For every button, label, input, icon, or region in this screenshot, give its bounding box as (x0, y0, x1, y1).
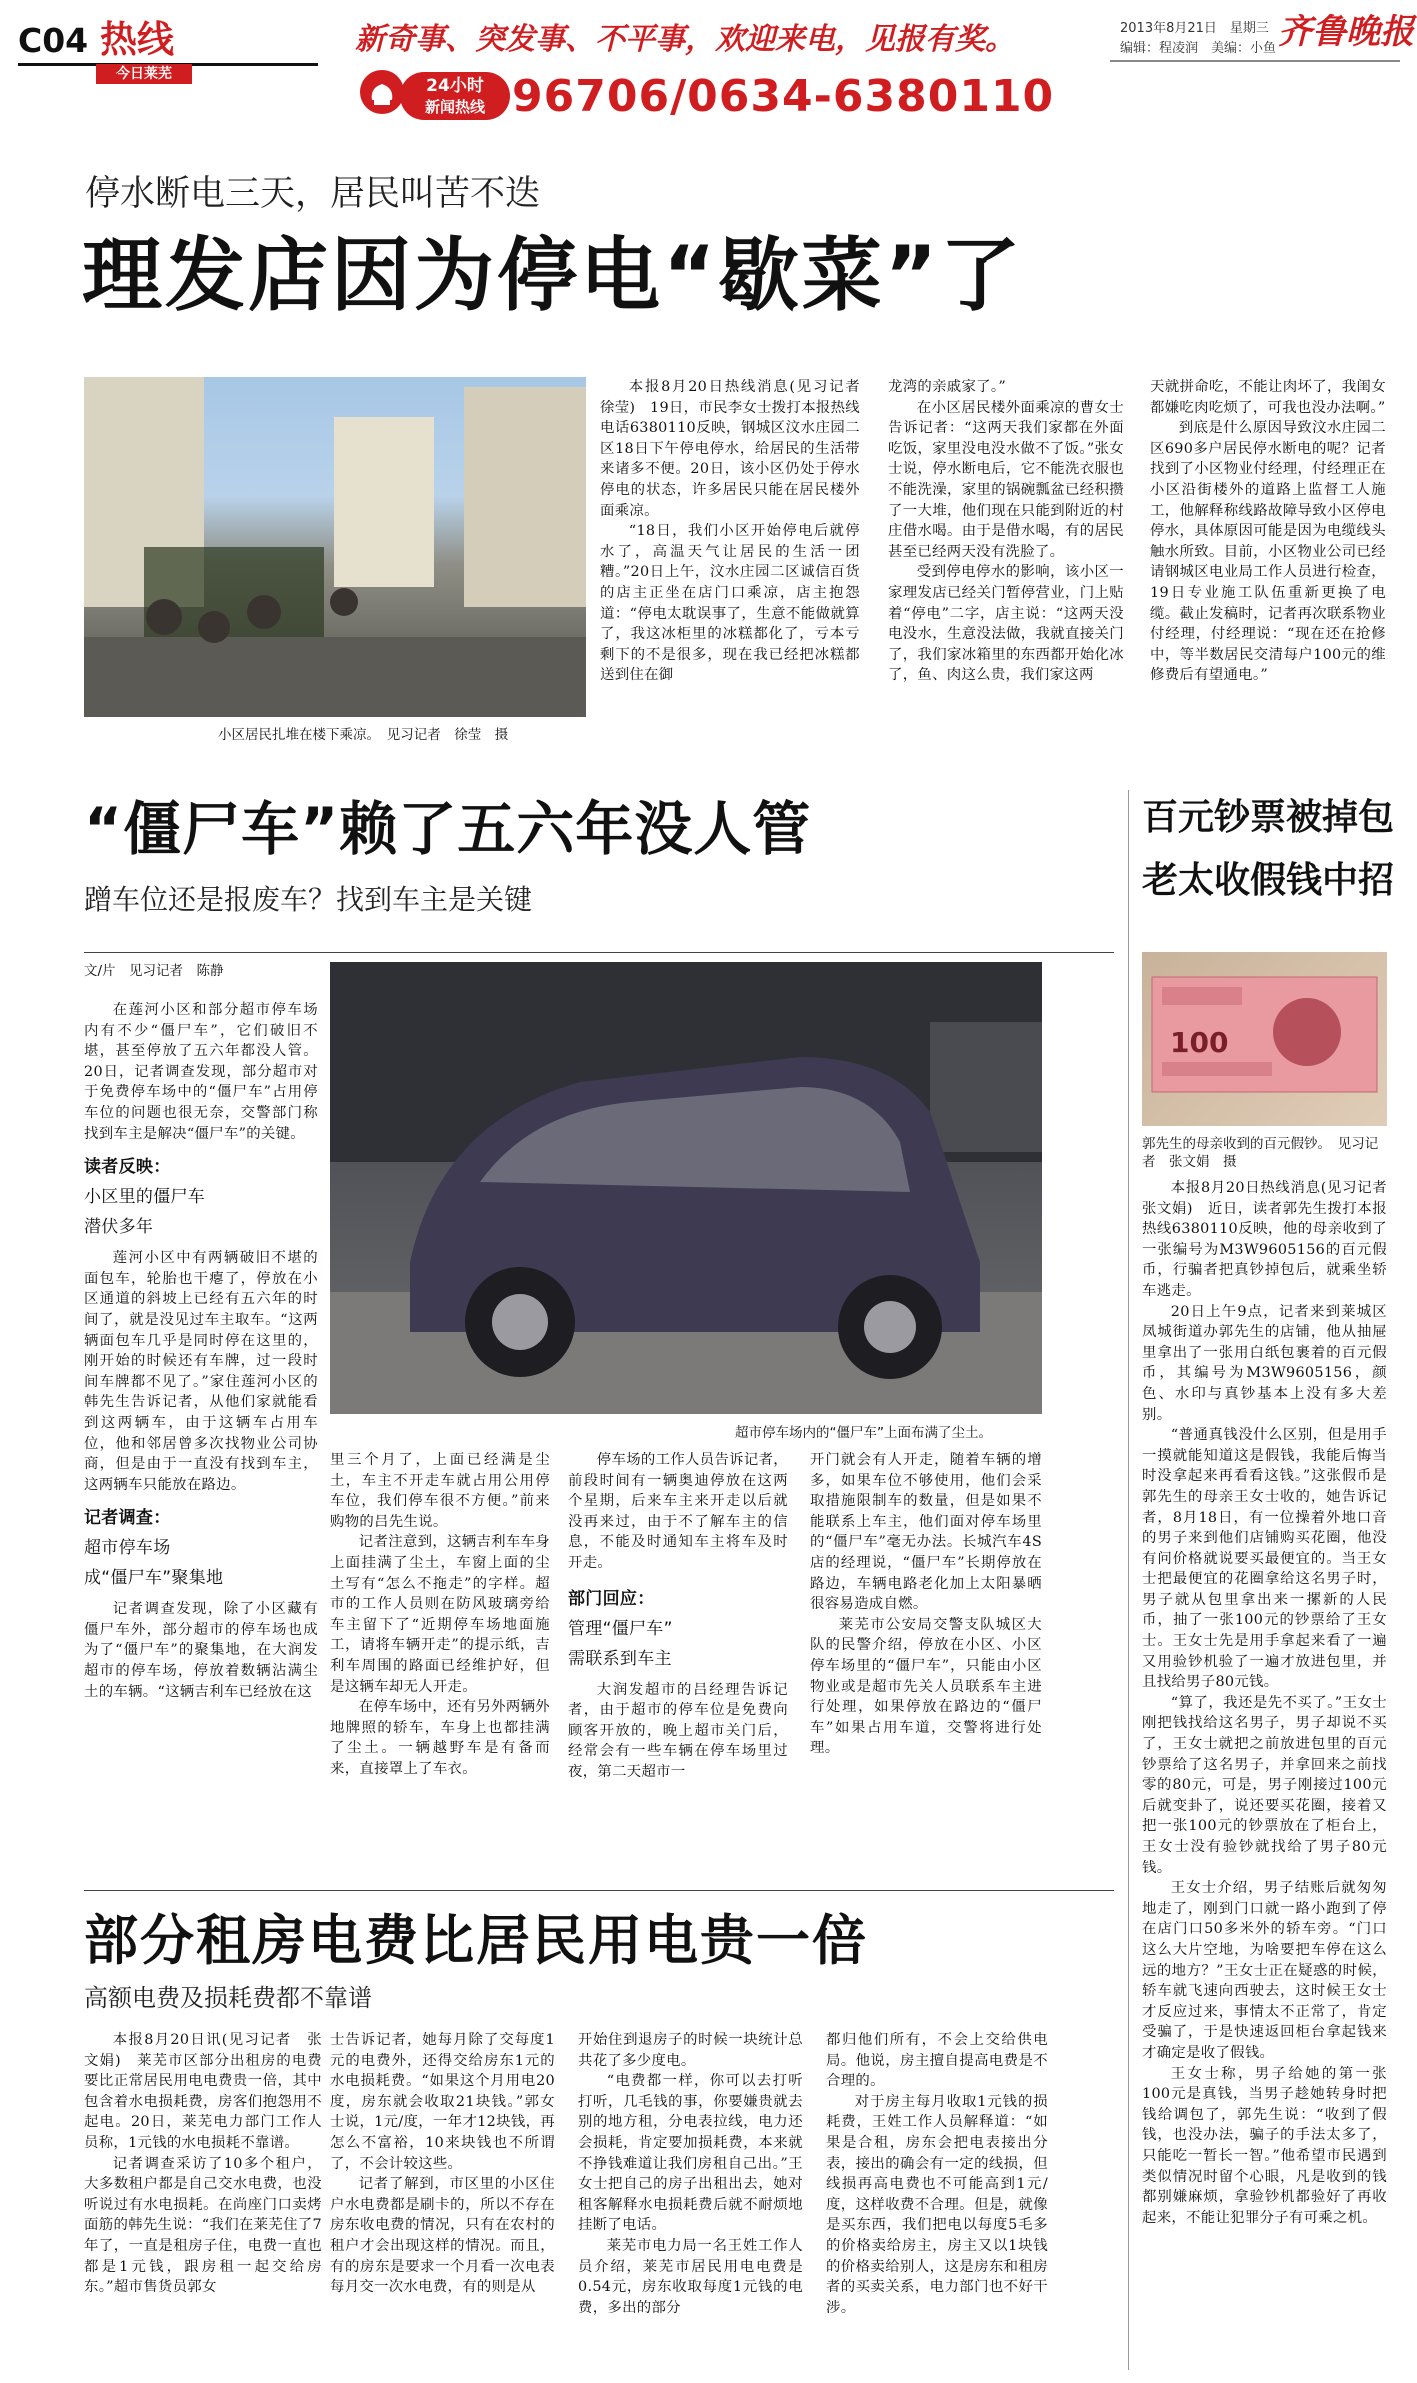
subhead-investigate-2: 超市停车场 (84, 1538, 171, 1559)
story3-headline-1: 百元钞票被掉包 (1142, 797, 1395, 838)
story4-column-1 (84, 2030, 322, 2370)
paragraph: 本报8月20日热线消息(见习记者 徐莹) 19日，市民李女士拨打本报热线电话6380110反映，钢城区汶水庄园二区18日下午停电停水，给居民的生活带来诸多不便。20日，该小区仍处于停水停电的状态，许多居民只能在居民楼外面乘凉。 (600, 379, 875, 519)
sidebar-divider (1128, 790, 1129, 2370)
story1-column-1 (600, 377, 875, 745)
paragraph: 本报8月20日讯(见习记者 张文娟) 莱芜市区部分出租房的电费要比正常居民用电电费贵一倍，其中包含着水电损耗费，房客们抱怨用不起电。20日，莱芜电力部门工作人员称，1元钱的水电损耗不靠谱。 (84, 2032, 322, 2151)
paragraph: 在停车场中，还有另外两辆外地牌照的轿车，车身上也都挂满了尘土。一辆越野车是有备而来，直接罩上了车衣。 (330, 1699, 550, 1777)
story1-photo-caption: 小区居民扎堆在楼下乘凉。 见习记者 徐莹 摄 (218, 727, 509, 743)
story2-left-column (84, 1000, 318, 1880)
brand-logo: 齐鲁晚报 (1278, 12, 1414, 52)
story3-column (1142, 1178, 1402, 2363)
hotline-badge-bottom: 新闻热线 (424, 98, 485, 116)
subhead-response-3: 需联系到车主 (568, 1648, 672, 1669)
story2-photo (330, 962, 1042, 1414)
paragraph: 受到停电停水的影响，该小区一家理发店已经关门暂停营业，门上贴着“停电”二字，店主说：“这两天没电没水，生意没法做，我就直接关门了，我们家冰箱里的东西都开始化冰了，鱼、肉这么贵，我们家这两 (888, 564, 1124, 684)
story4-column-2 (330, 2030, 555, 2370)
editor-line: 编辑：程凌润 美编：小鱼 (1120, 41, 1277, 56)
subsection-tag (96, 64, 192, 84)
subsection-label: 今日莱芜 (116, 66, 172, 82)
story2-byline: 文/片 见习记者 陈静 (84, 963, 224, 979)
story1-photo-scene (84, 377, 586, 717)
story1-photo (84, 377, 586, 717)
story3-headline-2: 老太收假钱中招 (1142, 860, 1395, 901)
story2-headline: “僵尸车”赖了五六年没人管 (84, 795, 812, 863)
story4-headline: 部分租房电费比居民用电贵一倍 (84, 1909, 868, 1972)
story4-rule (84, 1890, 1114, 1891)
story3-photo-caption: 郭先生的母亲收到的百元假钞。 见习记者 张文娟 摄 (1142, 1136, 1379, 1170)
story1-column-3 (1150, 377, 1386, 745)
subhead-reader: 读者反映： (84, 1157, 171, 1178)
banknote-digits: 100 (1170, 1026, 1229, 1059)
paragraph: 到底是什么原因导致汶水庄园二区690多户居民停水断电的呢？记者找到了小区物业付经理，付经理正在小区沿街楼外的道路上监督工人施工，他解释称线路故障导致小区停电停水，具体原因可能是因为电缆线头触水所致。目前，小区物业公司已经请钢城区电业局工作人员进行检查，19日专业施工队伍重新更换了电缆。截止发稿时，记者再次联系物业付经理，付经理说：“现在还在抢修中，等半数居民交清每户100元的维修费后有望通电。” (1150, 420, 1386, 684)
section-title: 热线 (100, 18, 174, 61)
subhead-response: 部门回应： (568, 1588, 655, 1609)
story3-photo (1142, 952, 1387, 1126)
subhead-reader-2: 小区里的僵尸车 (84, 1187, 206, 1208)
paragraph: 记者了解到，市区里的小区住户水电费都是刷卡的，所以不存在房东收电费的情况，只有在农村的租户才会出现这样的情况。而且，有的房东是要求一个月看一次电表每月交一次水电费，有的则是从 (330, 2176, 555, 2296)
issue-date: 2013年8月21日 星期三 (1120, 21, 1269, 36)
paragraph: 大润发超市的吕经理告诉记者，由于超市的停车位是免费向顾客开放的，晚上超市关门后，经常会有一些车辆在停车场里过夜，第二天超市一 (568, 1681, 788, 1780)
story2-rule (84, 952, 1114, 953)
subhead-investigate: 记者调查： (84, 1508, 171, 1529)
story2-photo-caption: 超市停车场内的“僵尸车”上面布满了尘土。 (735, 1425, 992, 1441)
hotline-number: 96706/0634-6380110 (512, 71, 1055, 122)
story2-column-b (568, 1450, 788, 1880)
paragraph: “算了，我还是先不买了。”王女士刚把钱找给这名男子，男子却说不买了，王女士就把之前放进包里的百元钞票给了这名男子，并拿回来之前找零的80元，可是，男子刚接过100元后就变卦了，说还要买花圈，接着又把一张100元的钞票放在了柜台上，王女士没有验钞就找给了男子80元钱。 (1142, 1694, 1387, 1876)
paragraph: “普通真钱没什么区别，但是用手一摸就能知道这是假钱，我能后悔当时没拿起来再看看这钱。”这张假币是郭先生的母亲王女士收的，她告诉记者，8月18日，有一位操着外地口音的男子来到他们店铺购买花圈，他没有问价格就说要买最便宜的。当王女士把最便宜的花圈拿给这名男子时，男子就从包里拿出来一摞新的人民币，抽了一张100元的钞票给了王女士。王女士先是用手拿起来看了一遍又用验钞机验了一遍才放进包里，并且找给男子80元钱。 (1142, 1427, 1387, 1691)
subhead-investigate-3: 成“僵尸车”聚集地 (84, 1568, 224, 1589)
telephone-icon (360, 70, 404, 114)
hotline-badge-top: 24小时 (426, 76, 484, 96)
paragraph: 莲河小区中有两辆破旧不堪的面包车，轮胎也干瘪了，停放在小区通道的斜坡上已经有五六年的时间了，就是没见过车主取车。“这两辆面包车几乎是同时停在这里的，刚开始的时候还有车牌，过一段时间车牌都不见了。”家住莲河小区的韩先生告诉记者，从他们家就能看到这两辆车，由于这辆车占用车位，他和邻居曾多次找物业公司协商，但是由于一直没有找到车主，这两辆车只能放在路边。 (84, 1250, 318, 1493)
page-header (0, 0, 1417, 130)
paragraph: 莱芜市公安局交警支队城区大队的民警介绍，停放在小区、小区停车场里的“僵尸车”，只能由小区物业或是超市先关人员联系车主进行处理，如果停放在路边的“僵尸车”如果占用车道，交警将进行处理。 (810, 1616, 1042, 1757)
paragraph: 王女士介绍，男子结账后就匆匆地走了，刚到门口就一路小跑到了停在店门口50多米外的轿车旁。“门口这么大片空地，为啥要把车停在这么远的地方？”王女士正在疑惑的时候，轿车就飞速向西驶去，这时候王女士才反应过来，事情太不正常了，肯定受骗了，于是快速返回柜台拿起钱来才确定是收了假钱。 (1142, 1880, 1387, 2061)
story1-headline: 理发店因为停电“歇菜”了 (82, 229, 1024, 322)
paragraph: “18日，我们小区开始停电后就停水了，高温天气让居民的生活一团糟。”20日上午，汶水庄园二区诚信百货的店主正坐在店门口乘凉，店主抱怨道：“停电太耽误事了，生意不能做就算了，我这冰柜里的冰糕都化了，亏本亏剩下的不是很多，现在我已经把冰糕都送到住在御 (600, 523, 860, 684)
paragraph: 都归他们所有，不会上交给供电局。他说，房主擅自提高电费是不合理的。 (826, 2032, 1048, 2090)
paragraph: 天就拼命吃，不能让肉坏了，我闺女都嫌吃肉吃烦了，可我也没办法啊。” (1150, 379, 1386, 416)
paragraph: 记者调查发现，除了小区藏有僵尸车外，部分超市的停车场也成为了“僵尸车”的聚集地，在大润发超市的停车场，停放着数辆沾满尘土的车辆。“这辆吉利车已经放在这 (84, 1601, 318, 1700)
page-number: C04 (18, 21, 89, 60)
story1-column-2 (888, 377, 1124, 745)
slogan: 新奇事、突发事、不平事，欢迎来电，见报有奖。 (355, 22, 1015, 57)
paragraph: 莱芜市电力局一名王姓工作人员介绍，莱芜市居民用电电费是0.54元，房东收取每度1元钱的电费，多出的部分 (578, 2237, 803, 2316)
paragraph: 开门就会有人开走，随着车辆的增多，如果车位不够使用，他们会采取措施限制车的数量，但是如果不能联系上车主，他们面对停车场里的“僵尸车”毫无办法。长城汽车4S店的经理说，“僵尸车”长期停放在路边，车辆电路老化加上太阳暴晒很容易造成自燃。 (810, 1452, 1042, 1613)
paragraph: 士告诉记者，她每月除了交每度1元的电费外，还得交给房东1元的水电损耗费。“如果这个月用电20度，房东就会收取21块钱。”郭女士说，1元/度，一年才12块钱，再怎么不富裕，10来块钱也不所谓了，不会计较这些。 (330, 2032, 555, 2172)
paragraph: 停车场的工作人员告诉记者，前段时间有一辆奥迪停放在这两个星期，后来车主来开走以后就没再来过，由于不了解车主的信息，不能及时通知车主将车及时开走。 (568, 1452, 788, 1571)
banknote-photo (1142, 952, 1387, 1126)
subhead-response-2: 管理“僵尸车” (568, 1618, 673, 1639)
story4-subtitle: 高额电费及损耗费都不靠谱 (84, 1984, 372, 2012)
zombie-car-photo (330, 962, 1042, 1414)
paragraph: 王女士称，男子给她的第一张100元是真钱，当男子趁她转身时把钱给调包了，郭先生说：“收到了假钱，也没办法，骗子的手法太多了，只能吃一暂长一智。”他希望市民遇到类似情况时留个心眼，凡是收到的钱都别嫌麻烦，拿验钞机都验好了再收起来，不能让犯罪分子有可乘之机。 (1142, 2065, 1387, 2226)
paragraph: 对于房主每月收取1元钱的损耗费，王姓工作人员解释道：“如果是合租，房东会把电表接出分表，接出的确会有一定的线损，但线损再高电费也不可能高到1元/度，这样收费不合理。但是，就像是买东西，我们把电以每度5毛多的价格卖给房主，房主又以1块钱的价格卖给别人，这是房东和租房者的买卖关系，电力部门也不好干涉。 (826, 2093, 1048, 2316)
paragraph: 在莲河小区和部分超市停车场内有不少“僵尸车”，它们破旧不堪，甚至停放了五六年都没人管。20日，记者调查发现，部分超市对于免费停车场中的“僵尸车”占用停车位的问题也很无奈，交警部门称找到车主是解决“僵尸车”的关键。 (84, 1002, 318, 1142)
paragraph: 里三个月了，上面已经满是尘土，车主不开走车就占用公用停车位，我们停车很不方便。”前来购物的吕先生说。 (330, 1452, 550, 1530)
story4-column-4 (826, 2030, 1048, 2370)
paragraph: “电费都一样，你可以去打听打听，几毛钱的事，你要嫌贵就去别的地方租，分电表拉线，电力还会损耗，肯定要加损耗费，本来就不挣钱难道让我们房租自己出。”王女士把自己的房子出租出去，她对租客解释水电损耗费后就不耐烦地挂断了电话。 (578, 2073, 803, 2234)
paragraph: 开始住到退房子的时候一块统计总共花了多少度电。 (578, 2032, 803, 2069)
paragraph: 记者注意到，这辆吉利车车身上面挂满了尘土，车窗上面的尘土写有“怎么不拖走”的字样。超市的工作人员则在防风玻璃旁给车主留下了“近期停车场地面施工，请将车辆开走”的提示纸，吉利车周围的路面已经维护好，但是这辆车却无人开走。 (330, 1534, 550, 1695)
hotline-badge (400, 72, 510, 120)
story4-column-3 (578, 2030, 803, 2370)
story1-kicker: 停水断电三天，居民叫苦不迭 (85, 174, 541, 214)
story2-column-c (810, 1450, 1042, 1880)
paragraph: 记者调查采访了10多个租户，大多数租户都是自己交水电费，也没听说过有水电损耗。在尚座门口卖烤面筋的韩先生说：“我们在莱芜住了7年了，一直是租房子住，电费一直也都是1元钱，跟房租一起交给房东。”超市售货员郭女 (84, 2155, 322, 2296)
story2-subtitle: 蹭车位还是报废车？找到车主是关键 (84, 883, 533, 916)
paragraph: 20日上午9点，记者来到莱城区凤城街道办郭先生的店铺，他从抽屉里拿出了一张用白纸包裹着的百元假币，其编号为M3W9605156，颜色、水印与真钞基本上没有多大差别。 (1142, 1303, 1387, 1423)
paragraph: 在小区居民楼外面乘凉的曹女士告诉记者：“这两天我们家都在外面吃饭，家里没电没水做不了饭。”张女士说，停水断电后，它不能洗衣服也不能洗澡，家里的锅碗瓢盆已经积攒了一大堆，他们现在只能到附近的村庄借水喝。由于是借水喝，有的居民甚至已经两天没有洗脸了。 (888, 399, 1124, 560)
story2-column-a (330, 1450, 550, 1880)
paragraph: 本报8月20日热线消息(见习记者 张文娟) 近日，读者郭先生拨打本报热线6380110反映，他的母亲收到了一张编号为M3W9605156的百元假币，行骗者把真钞掉包后，就乘坐轿车逃走。 (1142, 1180, 1402, 1299)
paragraph: 龙湾的亲戚家了。” (888, 379, 1006, 395)
subhead-reader-3: 潜伏多年 (84, 1217, 154, 1238)
header-rule (1110, 60, 1400, 62)
